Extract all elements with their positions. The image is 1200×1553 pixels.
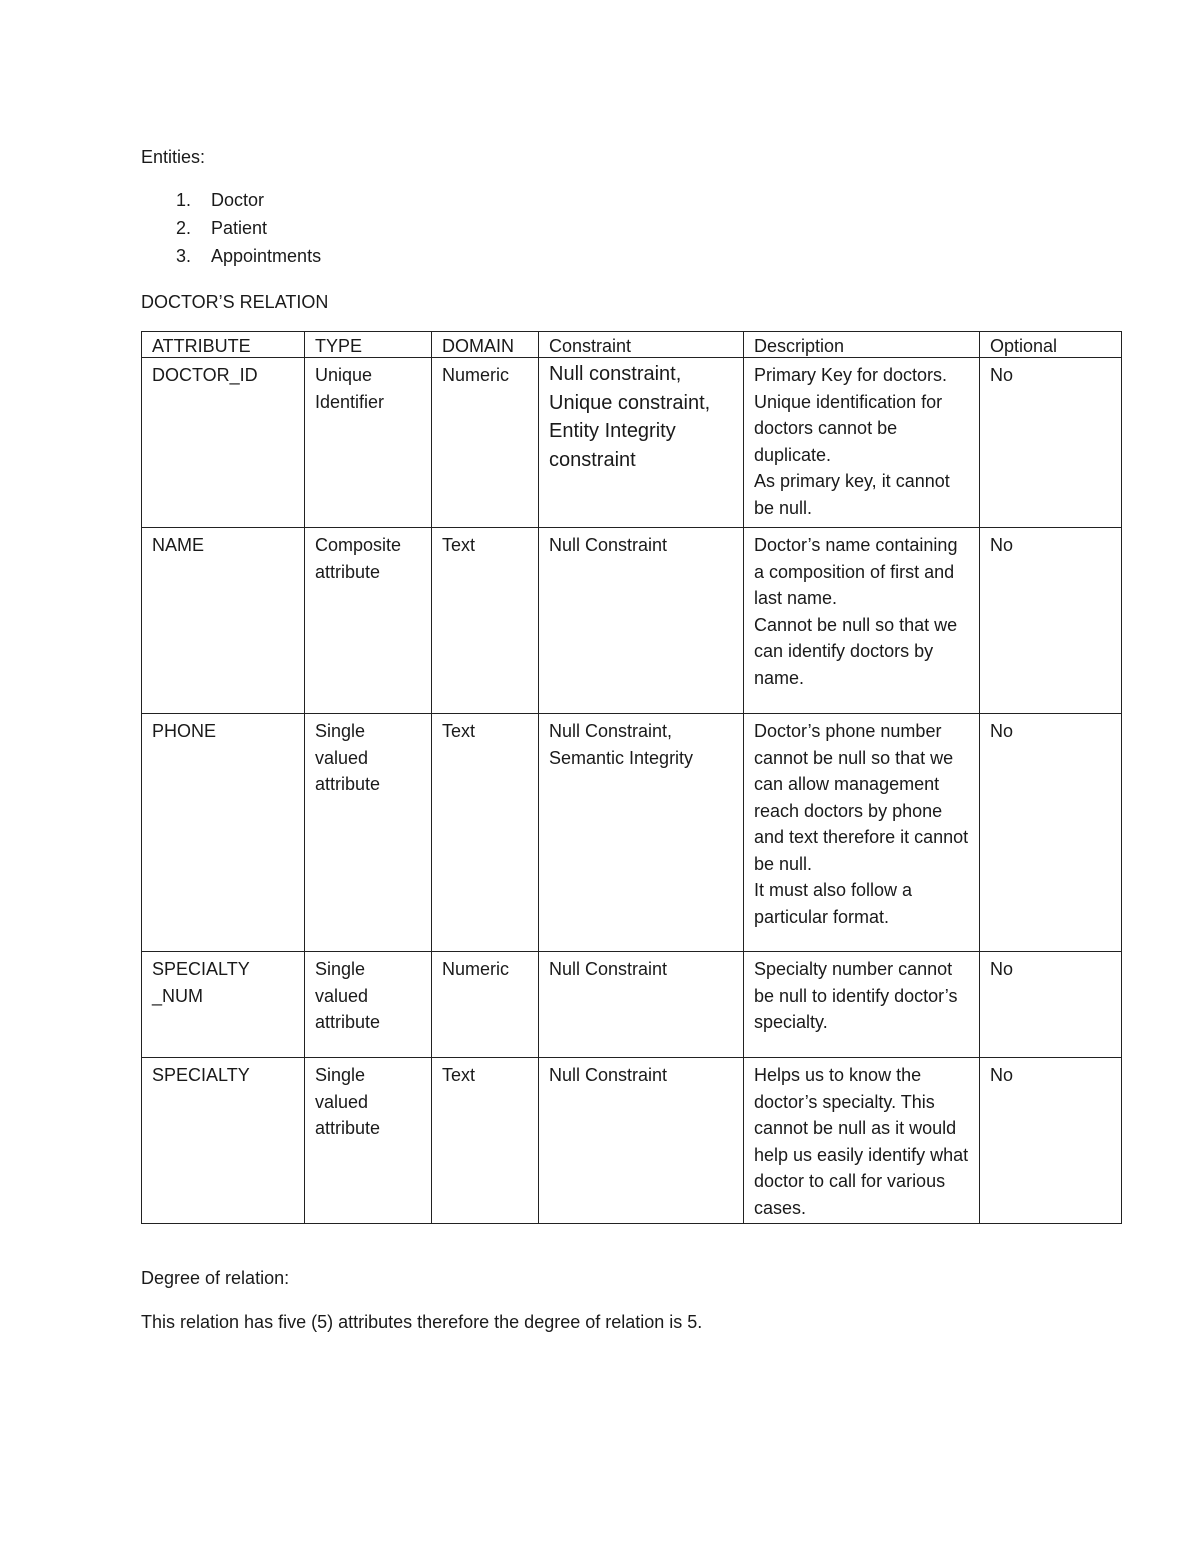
cell-domain: Text [432,1058,539,1224]
relation-title: DOCTOR’S RELATION [141,292,329,312]
description-line: Helps us to know the doctor’s specialty. This cannot be null as it would help us easily identify what doctor to call for various cases. [754,1065,969,1218]
cell-constraint: Null Constraint [539,1058,744,1224]
cell-domain: Numeric [432,952,539,1058]
constraint-text: Null constraint, Unique constraint, Entity Integrity constraint [549,363,711,471]
degree-paragraph: This relation has five (5) attributes therefore the degree of relation is 5. [141,1312,703,1332]
description-line: Doctor’s name containing a composition of first and last name. [754,535,958,608]
list-item [176,189,321,217]
description-line: Primary Key for doctors. Unique identification for doctors cannot be duplicate. [754,365,948,465]
description-line: Specialty number cannot be null to identify doctor’s specialty. [754,959,958,1032]
cell-attribute: DOCTOR_ID [142,358,305,528]
cell-constraint [539,358,744,528]
cell-description [744,358,980,528]
cell-attribute: SPECIALTY _NUM [142,952,305,1058]
description-line: Doctor’s phone number cannot be null so that we can allow management reach doctors by phone and text therefore it cannot be null. [754,721,969,874]
description-line: Cannot be null so that we can identify doctors by name. [754,614,958,688]
entities-heading: Entities: [141,147,206,167]
cell-description [744,528,980,714]
cell-description [744,952,980,1058]
cell-description [744,714,980,952]
cell-domain: Numeric [432,358,539,528]
list-item [176,245,321,273]
cell-domain: Text [432,714,539,952]
header-constraint: Constraint [539,332,744,358]
cell-type: Single valued attribute [305,952,432,1058]
entity-name: Patient [211,218,268,238]
list-item [176,217,321,245]
table-header-row [142,332,1122,358]
cell-constraint: Null Constraint, Semantic Integrity [539,714,744,952]
description-line: As primary key, it cannot be null. [754,471,950,518]
list-number: 3. [176,246,192,266]
cell-domain: Text [432,528,539,714]
cell-type: Single valued attribute [305,1058,432,1224]
list-number: 1. [176,190,192,210]
table-row [142,358,1122,528]
cell-attribute: SPECIALTY [142,1058,305,1224]
cell-optional: No [980,528,1122,714]
cell-optional: No [980,952,1122,1058]
entity-name: Appointments [211,246,322,266]
cell-description [744,1058,980,1224]
table-row [142,528,1122,714]
cell-type: Composite attribute [305,528,432,714]
cell-type: Unique Identifier [305,358,432,528]
cell-optional: No [980,1058,1122,1224]
cell-type: Single valued attribute [305,714,432,952]
doctor-relation-table [141,331,1122,1224]
table-row [142,1058,1122,1224]
list-number: 2. [176,218,192,238]
table-row [142,952,1122,1058]
entity-list [176,189,321,273]
entity-name: Doctor [211,190,265,210]
header-optional: Optional [980,332,1122,358]
header-attribute: ATTRIBUTE [142,332,305,358]
cell-constraint: Null Constraint [539,952,744,1058]
cell-optional: No [980,714,1122,952]
degree-heading: Degree of relation: [141,1268,290,1288]
cell-constraint: Null Constraint [539,528,744,714]
header-description: Description [744,332,980,358]
table-row [142,714,1122,952]
header-domain: DOMAIN [432,332,539,358]
description-line: It must also follow a particular format. [754,880,913,927]
header-type: TYPE [305,332,432,358]
cell-optional: No [980,358,1122,528]
cell-attribute: NAME [142,528,305,714]
cell-attribute: PHONE [142,714,305,952]
